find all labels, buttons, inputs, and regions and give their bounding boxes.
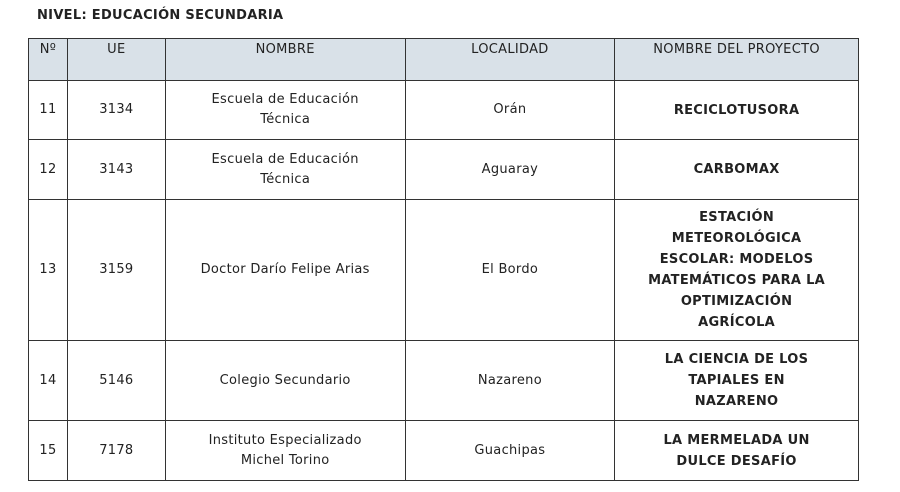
row-number-text: 11: [39, 102, 57, 117]
row-nombre: [165, 140, 405, 200]
row-number-text: 13: [39, 262, 57, 277]
row-number-text: 15: [39, 442, 57, 458]
row-localidad-text: Guachipas: [474, 442, 546, 458]
header-ue: UE: [67, 39, 165, 81]
row-proyecto-text: RECICLOTUSORA: [673, 102, 800, 118]
row-proyecto-text: LA CIENCIA DE LOS TAPIALES EN NAZARENO: [664, 352, 809, 409]
table-row: [29, 81, 859, 140]
row-number-text: 14: [39, 372, 57, 388]
table-header-row: [29, 39, 859, 81]
level-title: NIVEL: EDUCACIÓN SECUNDARIA: [37, 8, 284, 23]
row-localidad-text: Orán: [493, 102, 527, 117]
header-localidad: LOCALIDAD: [405, 39, 615, 81]
row-ue-text: 5146: [99, 372, 134, 388]
row-nombre-text: Instituto Especializado Michel Torino: [208, 432, 362, 468]
row-proyecto: [615, 81, 859, 140]
row-ue-text: 3134: [99, 102, 134, 117]
row-localidad-text: El Bordo: [481, 262, 539, 277]
row-nombre-text: Colegio Secundario: [219, 372, 351, 388]
row-number: [29, 341, 68, 421]
row-localidad-text: Aguaray: [481, 161, 539, 177]
table-row: [29, 341, 859, 421]
header-proyecto: NOMBRE DEL PROYECTO: [615, 39, 859, 81]
row-localidad: [405, 200, 615, 341]
row-nombre-text: Doctor Darío Felipe Arias: [200, 262, 370, 277]
row-proyecto-text: ESTACIÓN METEOROLÓGICA ESCOLAR: MODELOS MATEMÁTICOS PARA LA OPTIMIZACIÓN AGRÍCOLA: [648, 210, 826, 330]
row-ue: [67, 81, 165, 140]
row-proyecto-text: CARBOMAX: [693, 162, 780, 177]
row-proyecto: [615, 341, 859, 421]
row-number-text: 12: [39, 161, 57, 177]
row-proyecto: [615, 140, 859, 200]
projects-table: [28, 38, 859, 481]
row-nombre-text: Escuela de Educación Técnica: [211, 92, 359, 127]
row-proyecto: [615, 421, 859, 481]
row-proyecto: [615, 200, 859, 341]
row-number: [29, 421, 68, 481]
header-nombre: NOMBRE: [165, 39, 405, 81]
row-nombre: [165, 200, 405, 341]
table-row: [29, 200, 859, 341]
row-nombre-text: Escuela de Educación Técnica: [211, 151, 359, 187]
row-nombre: [165, 421, 405, 481]
header-number: Nº: [29, 39, 68, 81]
row-ue-text: 3159: [99, 262, 134, 277]
row-localidad-text: Nazareno: [477, 372, 542, 388]
row-ue: [67, 341, 165, 421]
row-number: [29, 140, 68, 200]
row-number: [29, 81, 68, 140]
row-localidad: [405, 341, 615, 421]
row-nombre: [165, 341, 405, 421]
row-ue: [67, 200, 165, 341]
row-localidad: [405, 140, 615, 200]
row-localidad: [405, 81, 615, 140]
row-ue-text: 7178: [99, 442, 134, 458]
row-proyecto-text: LA MERMELADA UN DULCE DESAFÍO: [663, 432, 810, 469]
row-localidad: [405, 421, 615, 481]
row-nombre: [165, 81, 405, 140]
row-ue: [67, 140, 165, 200]
row-ue: [67, 421, 165, 481]
row-number: [29, 200, 68, 341]
table-row: [29, 421, 859, 481]
row-ue-text: 3143: [99, 161, 134, 177]
table-row: [29, 140, 859, 200]
